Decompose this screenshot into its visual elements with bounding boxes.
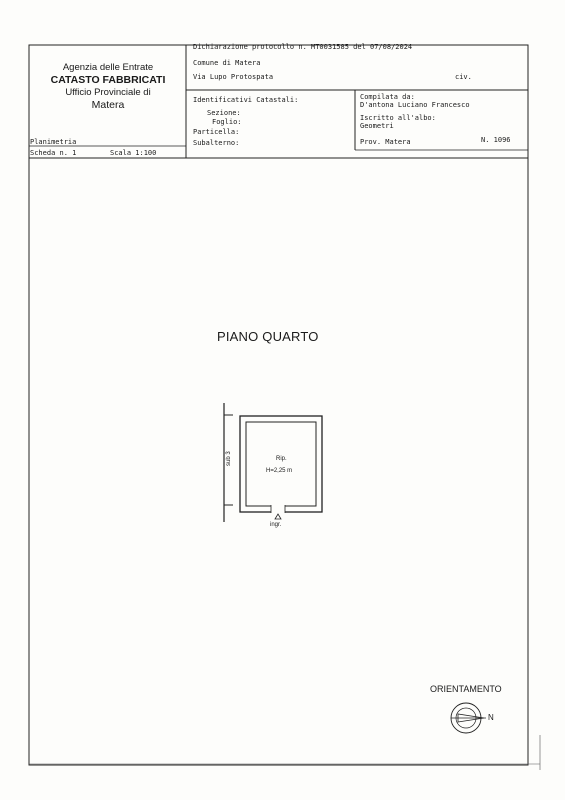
office-city: Matera	[91, 98, 125, 111]
declaration-text: Dichiarazione protocollo n. MT0031585 del 07/08/2024	[193, 43, 413, 51]
identifiers-title: Identificativi Catastali:	[193, 96, 299, 104]
sub-3-label: sub 3	[226, 451, 232, 466]
agency-name: Agenzia delle Entrate	[62, 62, 154, 73]
comune-text: Comune di Matera	[193, 59, 261, 67]
register-number: N. 1096	[481, 136, 511, 144]
province-label: Prov. Matera	[360, 138, 411, 146]
office-label: Ufficio Provinciale di	[65, 87, 151, 98]
address-text: Via Lupo Protospata	[193, 73, 274, 81]
scheda-label: Scheda n. 1	[30, 149, 77, 157]
planimetria-label: Planimetria	[30, 138, 77, 146]
entrance-label: ingr.	[270, 522, 282, 528]
catasto-title: CATASTO FABBRICATI	[50, 73, 166, 86]
subalterno-label: Subalterno:	[193, 139, 240, 147]
compiler-name: D'antona Luciano Francesco	[360, 101, 470, 109]
north-label: N	[488, 713, 494, 722]
register-label: Iscritto all'albo:	[360, 114, 436, 122]
foglio-label: Foglio:	[212, 118, 242, 126]
room-height: H=2,25 m	[266, 468, 293, 474]
civic-label: civ.	[455, 73, 472, 81]
floor-title: PIANO QUARTO	[217, 329, 319, 344]
particella-label: Particella:	[193, 128, 240, 136]
sezione-label: Sezione:	[207, 109, 241, 117]
room-label: Rip.	[276, 456, 287, 462]
compiled-by-label: Compilata da:	[360, 93, 415, 101]
register-value: Geometri	[360, 122, 394, 130]
scale-label: Scala 1:100	[110, 149, 157, 157]
orientation-label: ORIENTAMENTO	[430, 684, 502, 694]
